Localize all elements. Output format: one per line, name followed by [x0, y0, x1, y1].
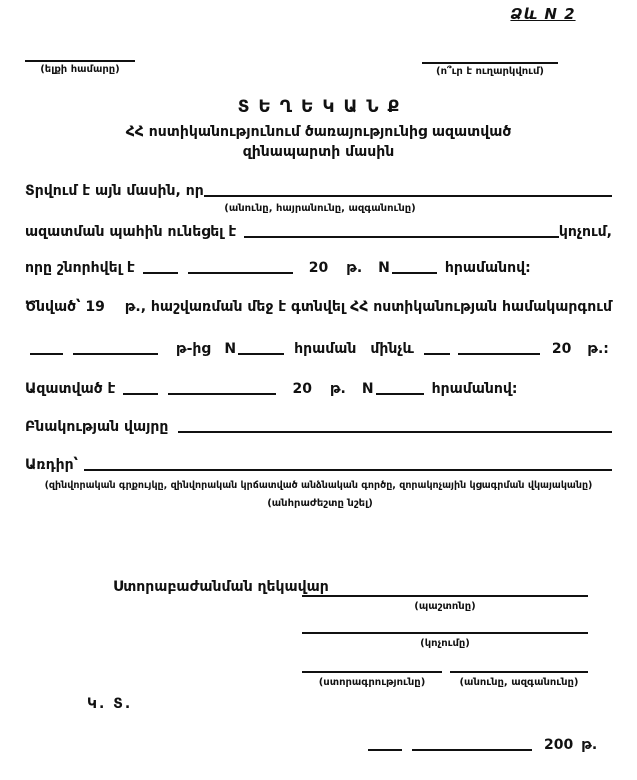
- period-from-day-blank: [30, 353, 63, 355]
- period-order-n-label: N: [224, 341, 237, 357]
- granted-year-prefix: 20: [308, 260, 329, 276]
- destination-caption: (ո՞ւր է ուղարկվում): [436, 66, 544, 77]
- form-title: ՏԵՂԵԿԱՆՔ: [237, 97, 409, 117]
- form-subtitle-line2: զինապարտի մասին: [242, 144, 395, 160]
- granted-suffix: հրամանով:: [444, 260, 531, 276]
- rank-line: [25, 224, 612, 241]
- form-subtitle-line1: ՀՀ ոստիկանությունում ծառայությունից ազատված: [125, 124, 512, 140]
- date-year-suffix: թ.: [581, 737, 598, 753]
- period-line: [30, 341, 609, 358]
- issued-line: [25, 183, 612, 200]
- period-until-day-blank: [424, 353, 450, 355]
- discharged-month-blank: [168, 393, 276, 395]
- period-order-number-blank: [238, 353, 284, 355]
- attachment-blank: [84, 469, 612, 471]
- attachment-note: (անհրաժեշտը նշել): [267, 498, 373, 509]
- granted-day-blank: [143, 272, 178, 274]
- born-line: [25, 299, 612, 316]
- granted-month-blank: [188, 272, 293, 274]
- rank-signature-blank: [302, 618, 588, 634]
- attachment-line: [25, 457, 612, 474]
- discharged-order-n-label: N: [361, 381, 374, 397]
- discharged-year-suffix: թ.: [329, 381, 346, 397]
- period-until-month-blank: [458, 353, 540, 355]
- discharged-line: [25, 381, 517, 398]
- granted-order-n-label: N: [378, 260, 390, 276]
- signature-caption: (ստորագրությունը): [318, 677, 426, 688]
- position-blank: [302, 581, 588, 597]
- granted-order-number-blank: [392, 272, 437, 274]
- name-blank: [450, 657, 588, 673]
- period-from-label: թ-ից: [176, 341, 211, 357]
- born-prefix: Ծնված՝ 19: [25, 299, 105, 315]
- residence-blank: [178, 431, 612, 433]
- born-suffix: թ., հաշվառման մեջ է գտնվել ՀՀ ոստիկանության համակարգում: [124, 299, 612, 315]
- date-month-blank: [412, 749, 532, 751]
- issue-date-line: [368, 737, 597, 754]
- name-caption: (անունը, ազգանունը): [459, 677, 579, 688]
- discharged-day-blank: [123, 393, 158, 395]
- rank-blank: [244, 236, 559, 238]
- discharged-year-prefix: 20: [292, 381, 312, 397]
- granted-line: [25, 260, 531, 277]
- discharged-order-number-blank: [376, 393, 424, 395]
- period-until-t: թ.:: [587, 341, 609, 357]
- destination-blank: [422, 48, 558, 64]
- date-year: 200: [544, 737, 574, 753]
- period-from-month-blank: [73, 353, 158, 355]
- form-number: Ձև N 2: [510, 5, 576, 23]
- unit-head-label: Ստորաբաժանման ղեկավար: [113, 579, 329, 595]
- residence-prefix: Բնակության վայրը: [25, 419, 169, 435]
- attachment-prefix: Առդիր՝: [25, 457, 78, 473]
- residence-line: [25, 419, 612, 436]
- position-caption: (պաշտոնը): [414, 601, 476, 612]
- period-order-word: հրաման: [294, 341, 357, 357]
- date-day-blank: [368, 749, 402, 751]
- attachment-caption: (զինվորական գրքույկը, զինվորական կրճատված անձնական գործը, զորակոչային կցագրման վկայականը): [44, 480, 593, 491]
- outgoing-number-blank: [25, 46, 135, 62]
- issued-prefix: Տրվում է այն մասին, որ: [25, 183, 204, 199]
- fullname-caption: (անունը, հայրանունը, ազգանունը): [224, 203, 416, 214]
- discharged-suffix: հրամանով:: [431, 381, 518, 397]
- outgoing-number-caption: (ելքի համարը): [40, 64, 120, 75]
- granted-prefix: որը շնորհվել է: [25, 260, 135, 276]
- granted-year-suffix: թ.: [346, 260, 363, 276]
- fullname-blank: [204, 195, 612, 197]
- period-until-year: 20: [551, 341, 572, 357]
- rank-caption: (կոչումը): [420, 638, 470, 649]
- seal-mark: Կ. Տ.: [87, 696, 133, 712]
- rank-suffix: կոչում,: [558, 224, 612, 240]
- discharged-prefix: Ազատված է: [25, 381, 116, 397]
- signature-blank: [302, 657, 442, 673]
- rank-prefix: ազատման պահին ունեցել է: [25, 224, 237, 240]
- period-until-word: մինչև: [370, 341, 414, 357]
